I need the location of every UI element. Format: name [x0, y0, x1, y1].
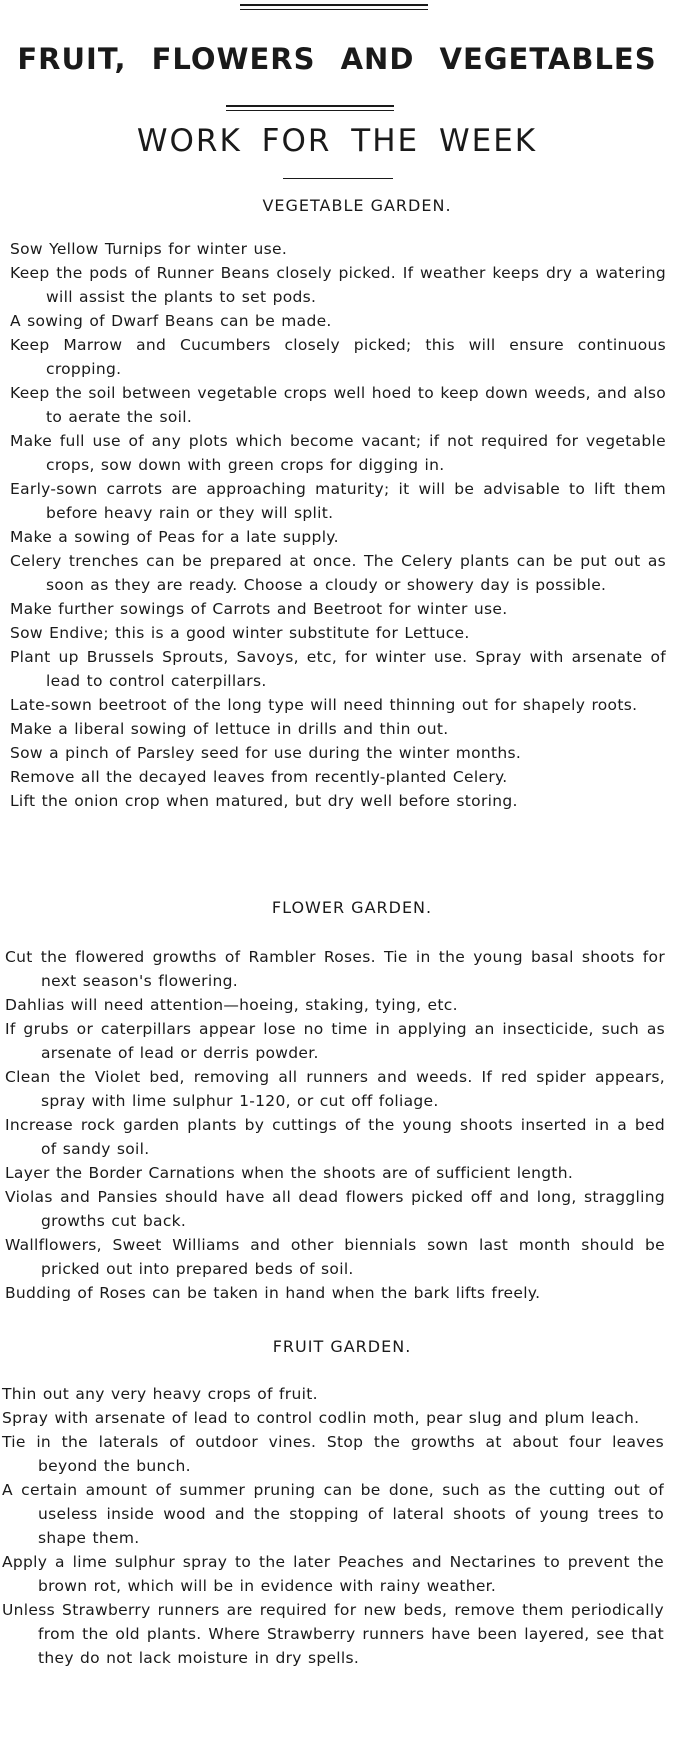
- list-item: Plant up Brussels Sprouts, Savoys, etc, for winter use. Spray with arsenate of lead to control caterpillars.: [10, 648, 666, 690]
- list-item: Unless Strawberry runners are required for new beds, remove them periodically from the old plants. Where Strawberry runners have been layered, see that they do not lack moisture in dry spells.: [2, 1601, 664, 1667]
- list-item: Thin out any very heavy crops of fruit.: [2, 1385, 318, 1403]
- subtitle-rule: [283, 178, 393, 179]
- list-item: Budding of Roses can be taken in hand when the bark lifts freely.: [5, 1284, 541, 1302]
- section-heading-flower: FLOWER GARDEN.: [271, 898, 433, 917]
- list-item: Make full use of any plots which become vacant; if not required for vegetable crops, sow down with green crops for digging in.: [10, 432, 666, 474]
- list-item: Lift the onion crop when matured, but dry well before storing.: [10, 792, 518, 810]
- list-item: Early-sown carrots are approaching maturity; it will be advisable to lift them before heavy rain or they will split.: [10, 480, 666, 522]
- list-item: Wallflowers, Sweet Williams and other biennials sown last month should be pricked out into prepared beds of soil.: [5, 1236, 665, 1278]
- vegetable-item-list: [10, 237, 666, 813]
- list-item: Tie in the laterals of outdoor vines. Stop the growths at about four leaves beyond the bunch.: [2, 1433, 664, 1475]
- list-item: Spray with arsenate of lead to control codlin moth, pear slug and plum leach.: [2, 1409, 640, 1427]
- flower-item-list: [5, 945, 665, 1305]
- page-title: FRUIT, FLOWERS AND VEGETABLES: [17, 42, 657, 76]
- list-item: Layer the Border Carnations when the shoots are of sufficient length.: [5, 1164, 574, 1182]
- list-item: A certain amount of summer pruning can be done, such as the cutting out of useless inside wood and the stopping of lateral shoots of young trees to shape them.: [2, 1481, 664, 1547]
- list-item: Make further sowings of Carrots and Beetroot for winter use.: [10, 600, 508, 618]
- list-item: Violas and Pansies should have all dead flowers picked off and long, straggling growths cut back.: [5, 1188, 665, 1230]
- list-item: Remove all the decayed leaves from recently-planted Celery.: [10, 768, 508, 786]
- title-double-rule: [226, 105, 394, 111]
- list-item: Make a liberal sowing of lettuce in drills and thin out.: [10, 720, 449, 738]
- top-double-rule: [240, 4, 428, 10]
- list-item: Keep the soil between vegetable crops well hoed to keep down weeds, and also to aerate the soil.: [10, 384, 666, 426]
- list-item: Dahlias will need attention—hoeing, staking, tying, etc.: [5, 996, 458, 1014]
- list-item: Clean the Violet bed, removing all runners and weeds. If red spider appears, spray with lime sulphur 1-120, or cut off foliage.: [5, 1068, 665, 1110]
- list-item: Apply a lime sulphur spray to the later Peaches and Nectarines to prevent the brown rot, which will be in evidence with rainy weather.: [2, 1553, 664, 1595]
- list-item: Late-sown beetroot of the long type will need thinning out for shapely roots.: [10, 696, 638, 714]
- section-heading-vegetable: VEGETABLE GARDEN.: [262, 196, 452, 215]
- list-item: A sowing of Dwarf Beans can be made.: [10, 312, 332, 330]
- list-item: Keep the pods of Runner Beans closely picked. If weather keeps dry a watering will assist the plants to set pods.: [10, 264, 666, 306]
- section-heading-fruit: FRUIT GARDEN.: [272, 1337, 412, 1356]
- fruit-item-list: [2, 1382, 664, 1670]
- list-item: Sow Yellow Turnips for winter use.: [10, 240, 288, 258]
- list-item: Sow a pinch of Parsley seed for use during the winter months.: [10, 744, 522, 762]
- list-item: Sow Endive; this is a good winter substitute for Lettuce.: [10, 624, 470, 642]
- list-item: Cut the flowered growths of Rambler Roses. Tie in the young basal shoots for next season's flowering.: [5, 948, 665, 990]
- list-item: Celery trenches can be prepared at once. The Celery plants can be put out as soon as they are ready. Choose a cloudy or showery day is possible.: [10, 552, 666, 594]
- list-item: Make a sowing of Peas for a late supply.: [10, 528, 339, 546]
- list-item: Increase rock garden plants by cuttings of the young shoots inserted in a bed of sandy soil.: [5, 1116, 665, 1158]
- page-subtitle: WORK FOR THE WEEK: [136, 123, 538, 159]
- list-item: Keep Marrow and Cucumbers closely picked; this will ensure continuous cropping.: [10, 336, 666, 378]
- list-item: If grubs or caterpillars appear lose no time in applying an insecticide, such as arsenate of lead or derris powder.: [5, 1020, 665, 1062]
